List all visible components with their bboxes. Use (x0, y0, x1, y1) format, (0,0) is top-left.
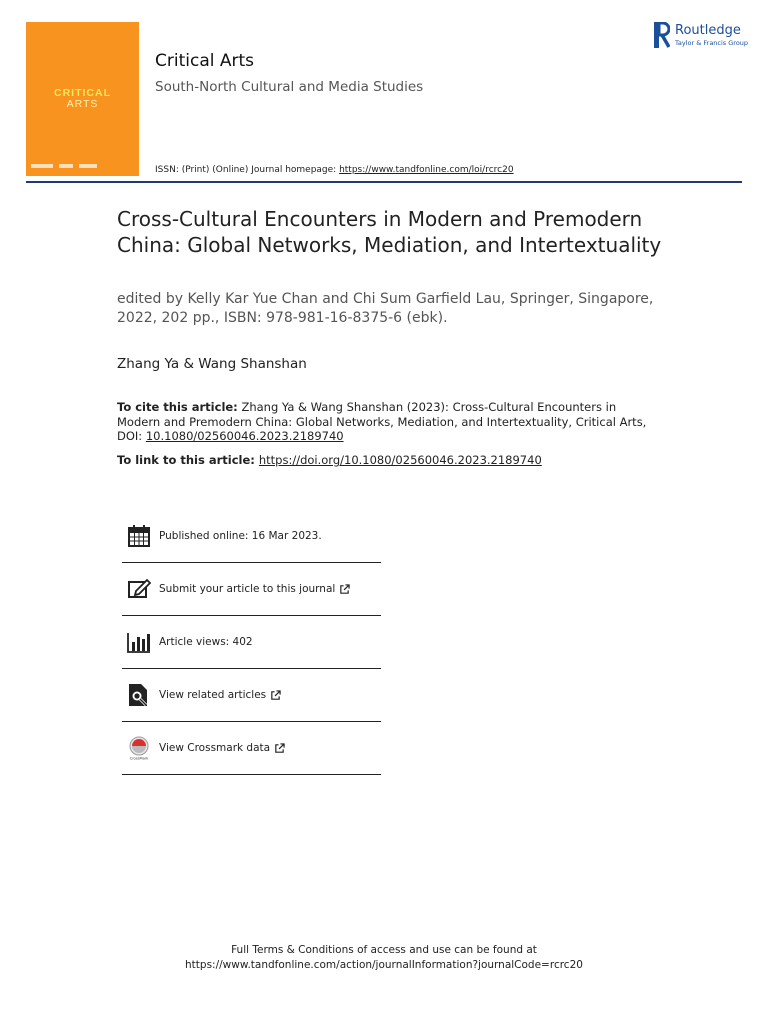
citation-doi-link[interactable]: 10.1080/02560046.2023.2189740 (145, 429, 344, 443)
publisher-name: Routledge (675, 23, 741, 38)
article-views-row (122, 616, 381, 669)
article-views-label: Article views: 402 (159, 636, 253, 648)
crossmark-label: View Crossmark data (159, 742, 271, 754)
article-link-block (117, 453, 542, 467)
publisher-logo[interactable] (654, 22, 750, 50)
issn-line: ISSN: (Print) (Online) Journal homepage: https://www.tandfonline.com/loi/rcrc20 (155, 165, 514, 175)
cover-logos (31, 161, 134, 171)
edit-icon (127, 577, 151, 601)
cover-title: CRITICAL ARTS (54, 87, 111, 110)
routledge-logo-icon (654, 22, 670, 48)
submit-article-label: Submit your article to this journal (159, 583, 336, 595)
citation-text: Zhang Ya & Wang Shanshan (2023): Cross-Cultural Encounters in Modern and Premodern China: Global Networks, Mediation, and Intertextuality, Critical Arts, DOI: (117, 400, 647, 443)
citation-label: To cite this article: (117, 400, 238, 414)
article-link-label: To link to this article: (117, 453, 259, 467)
article-doi-link[interactable]: https://doi.org/10.1080/02560046.2023.2189740 (258, 453, 542, 467)
article-authors: Zhang Ya & Wang Shanshan (117, 356, 307, 372)
terms-footer (0, 943, 768, 973)
submit-article-link[interactable] (122, 563, 381, 616)
journal-cover (26, 22, 139, 176)
review-book-info: edited by Kelly Kar Yue Chan and Chi Sum Garfield Lau, Springer, Singapore, 2022, 202 pp., ISBN: 978-981-16-8375-6 (ebk). (117, 291, 654, 326)
publisher-group: Taylor & Francis Group (675, 39, 749, 47)
header-rule (26, 181, 742, 183)
terms-link[interactable]: https://www.tandfonline.com/action/journalInformation?journalCode=rcrc20 (185, 959, 583, 971)
published-online-row (122, 510, 381, 563)
calendar-icon (127, 524, 151, 548)
external-link-icon (274, 743, 285, 754)
citation-block (117, 400, 657, 444)
crossmark-caption: CrossMark (129, 756, 149, 760)
journal-subtitle: South-North Cultural and Media Studies (155, 79, 424, 95)
journal-homepage-link[interactable]: https://www.tandfonline.com/loi/rcrc20 (339, 165, 514, 175)
external-link-icon (270, 690, 281, 701)
related-articles-link[interactable] (122, 669, 381, 722)
article-links-list (122, 510, 381, 775)
journal-title: Critical Arts (155, 51, 255, 71)
published-online-label: Published online: 16 Mar 2023. (159, 530, 322, 542)
article-title: Cross-Cultural Encounters in Modern and Premodern China: Global Networks, Mediation, and Intertextuality (117, 207, 662, 257)
external-link-icon (339, 584, 350, 595)
related-articles-label: View related articles (159, 689, 267, 701)
terms-text: Full Terms & Conditions of access and use can be found at (231, 944, 537, 956)
crossmark-link[interactable] (122, 722, 381, 775)
crossmark-icon (127, 736, 151, 760)
bar-chart-icon (127, 630, 151, 654)
search-document-icon (127, 683, 151, 707)
